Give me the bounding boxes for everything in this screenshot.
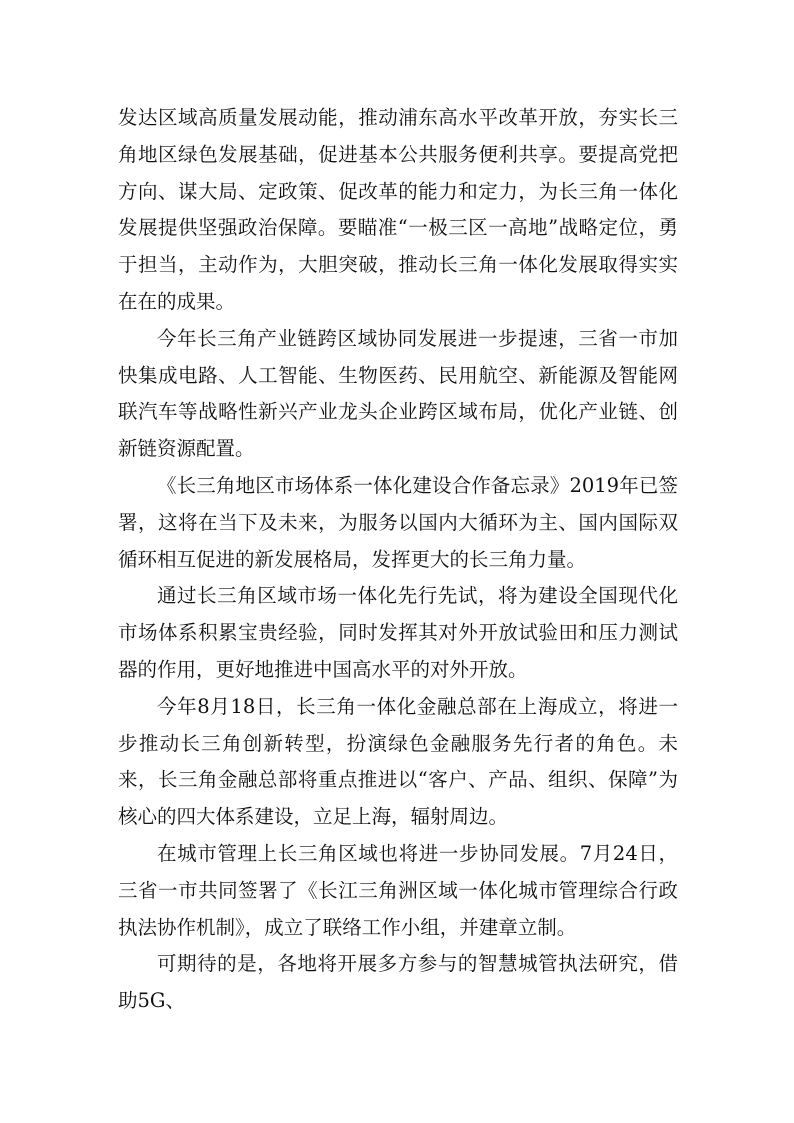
paragraph-7: 可期待的是，各地将开展多方参与的智慧城管执法研究，借助5G、 (118, 952, 678, 1013)
paragraph-2: 今年长三角产业链跨区域协同发展进一步提速，三省一市加快集成电路、人工智能、生物医药、民用航空、新能源及智能网联汽车等战略性新兴产业龙头企业跨区域布局，优化产业链、创新链资源配置。 (118, 326, 678, 461)
paragraph-1: 发达区域高质量发展动能，推动浦东高水平改革开放，夯实长三角地区绿色发展基础，促进基本公共服务便利共享。要提高党把方向、谋大局、定政策、促改革的能力和定力，为长三角一体化发展提供坚强政治保障。要瞄准“一极三区一高地”战略定位，勇于担当，主动作为，大胆突破，推动长三角一体化发展取得实实在在的成果。 (118, 106, 678, 313)
paragraph-6: 在城市管理上长三角区域也将进一步协同发展。7月24日，三省一市共同签署了《长江三角洲区域一体化城市管理综合行政执法协作机制》，成立了联络工作小组，并建章立制。 (118, 841, 678, 939)
paragraph-4: 通过长三角区域市场一体化先行先试，将为建设全国现代化市场体系积累宝贵经验，同时发挥其对外开放试验田和压力测试器的作用，更好地推进中国高水平的对外开放。 (118, 584, 678, 681)
document-body (118, 100, 678, 1020)
paragraph-3: 《长三角地区市场体系一体化建设合作备忘录》2019年已签署，这将在当下及未来，为服务以国内大循环为主、国内国际双循环相互促进的新发展格局，发挥更大的长三角力量。 (118, 473, 678, 571)
paragraph-5: 今年8月18日，长三角一体化金融总部在上海成立，将进一步推动长三角创新转型，扮演绿色金融服务先行者的角色。未来，长三角金融总部将重点推进以“客户、产品、组织、保障”为核心的四大体系建设，立足上海，辐射周边。 (118, 694, 678, 829)
